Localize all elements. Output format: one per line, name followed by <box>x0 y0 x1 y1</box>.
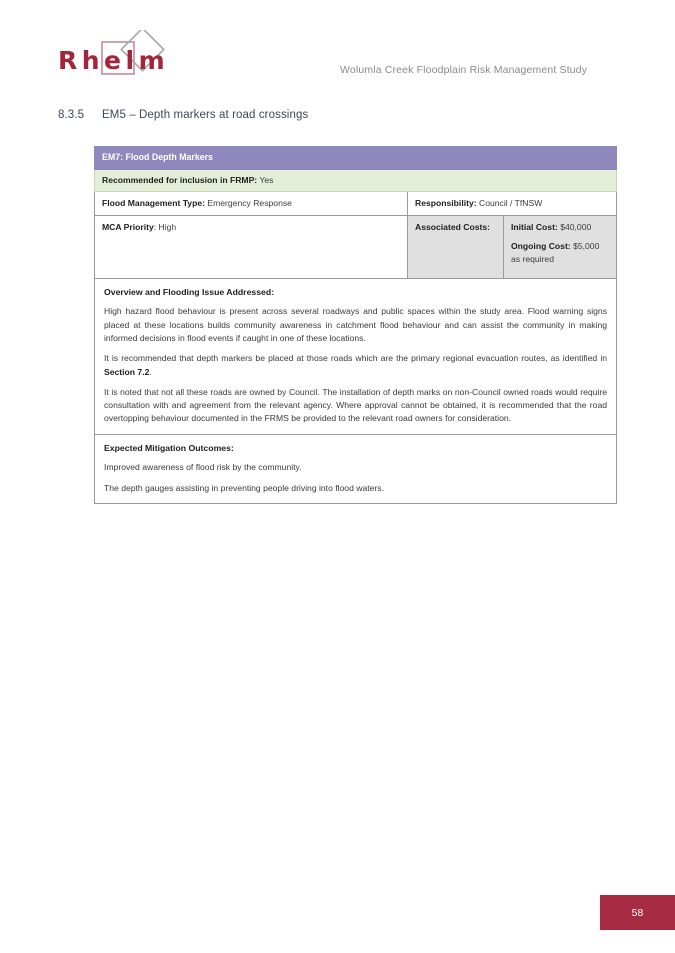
overview-paragraph-1: High hazard flood behaviour is present across several roadways and public spaces within the study area. Flood warning signs placed at these locations builds community awareness in catchment flood behaviour and can assist the community in making informed decisions in flood events if caught in one of these locations. <box>104 306 608 343</box>
mca-priority-colon: : <box>153 221 157 232</box>
table-row-title <box>95 147 617 170</box>
outcomes-paragraph-1: Improved awareness of flood risk by the community. <box>104 462 302 473</box>
ongoing-cost-label: Ongoing Cost: <box>511 241 571 252</box>
measure-summary-table <box>94 146 617 504</box>
overview-paragraph-2 <box>104 352 607 379</box>
mca-priority-cell <box>95 215 408 278</box>
overview-heading: Overview and Flooding Issue Addressed: <box>104 286 275 297</box>
associated-costs-label: Associated Costs: <box>415 221 490 232</box>
document-header-title: Wolumla Creek Floodplain Risk Management Study <box>340 64 588 76</box>
outcomes-heading: Expected Mitigation Outcomes: <box>104 442 234 453</box>
frmp-value: Yes <box>259 174 274 185</box>
mca-priority-label: MCA Priority <box>102 221 154 232</box>
measure-title-cell: EM7: Flood Depth Markers <box>95 147 617 170</box>
flood-management-type-cell <box>95 192 408 215</box>
responsibility-cell <box>408 192 617 215</box>
outcomes-paragraph-2: The depth gauges assisting in preventing people driving into flood waters. <box>104 482 384 493</box>
responsibility-value: Council / TfNSW <box>479 198 543 209</box>
page-header <box>0 0 675 100</box>
logo-wordmark: Rhelm <box>58 46 170 75</box>
overview-p2-before: It is recommended that depth markers be placed at those roads which are the primary regional evacuation routes, as identified in <box>104 353 608 364</box>
associated-costs-values-cell <box>504 215 617 278</box>
section-number: 8.3.5 <box>58 109 85 121</box>
frmp-label: Recommended for inclusion in FRMP: <box>102 174 258 185</box>
table-row-outcomes <box>95 434 617 503</box>
responsibility-label: Responsibility: <box>415 198 477 209</box>
table-row-type <box>95 192 617 215</box>
table-row-priority-costs <box>95 215 617 278</box>
overview-p2-after: . <box>149 366 152 377</box>
initial-cost-value: $40,000 <box>560 221 592 232</box>
mca-priority-value: High <box>158 221 177 232</box>
initial-cost-line <box>511 221 609 233</box>
page-number: 58 <box>631 906 644 919</box>
associated-costs-label-cell <box>408 215 504 278</box>
page-number-badge <box>600 895 675 930</box>
overview-paragraph-3: It is noted that not all these roads are owned by Council. The installation of depth marks on non-Council owned roads would require consultation with and agreement from the relevant agency. Where approval cannot be obtained, it is recommended that the road overtopping behaviour documented in the FRMS be provided to the relevant road owners for consideration. <box>104 386 608 424</box>
initial-cost-label: Initial Cost: <box>511 221 558 232</box>
ongoing-cost-line <box>511 240 609 265</box>
flood-management-type-value: Emergency Response <box>207 198 292 209</box>
table-row-frmp <box>95 169 617 191</box>
rhelm-logo <box>58 30 183 85</box>
section-title: EM5 – Depth markers at road crossings <box>102 109 309 121</box>
overview-p2-section-ref: Section 7.2 <box>104 366 150 377</box>
overview-cell <box>95 278 617 434</box>
outcomes-cell <box>95 434 617 503</box>
ongoing-cost-value: $5,000 as required <box>511 241 600 264</box>
page-title <box>58 109 308 121</box>
table-row-overview <box>95 278 617 434</box>
frmp-cell <box>95 169 617 191</box>
flood-management-type-label: Flood Management Type: <box>102 198 205 209</box>
